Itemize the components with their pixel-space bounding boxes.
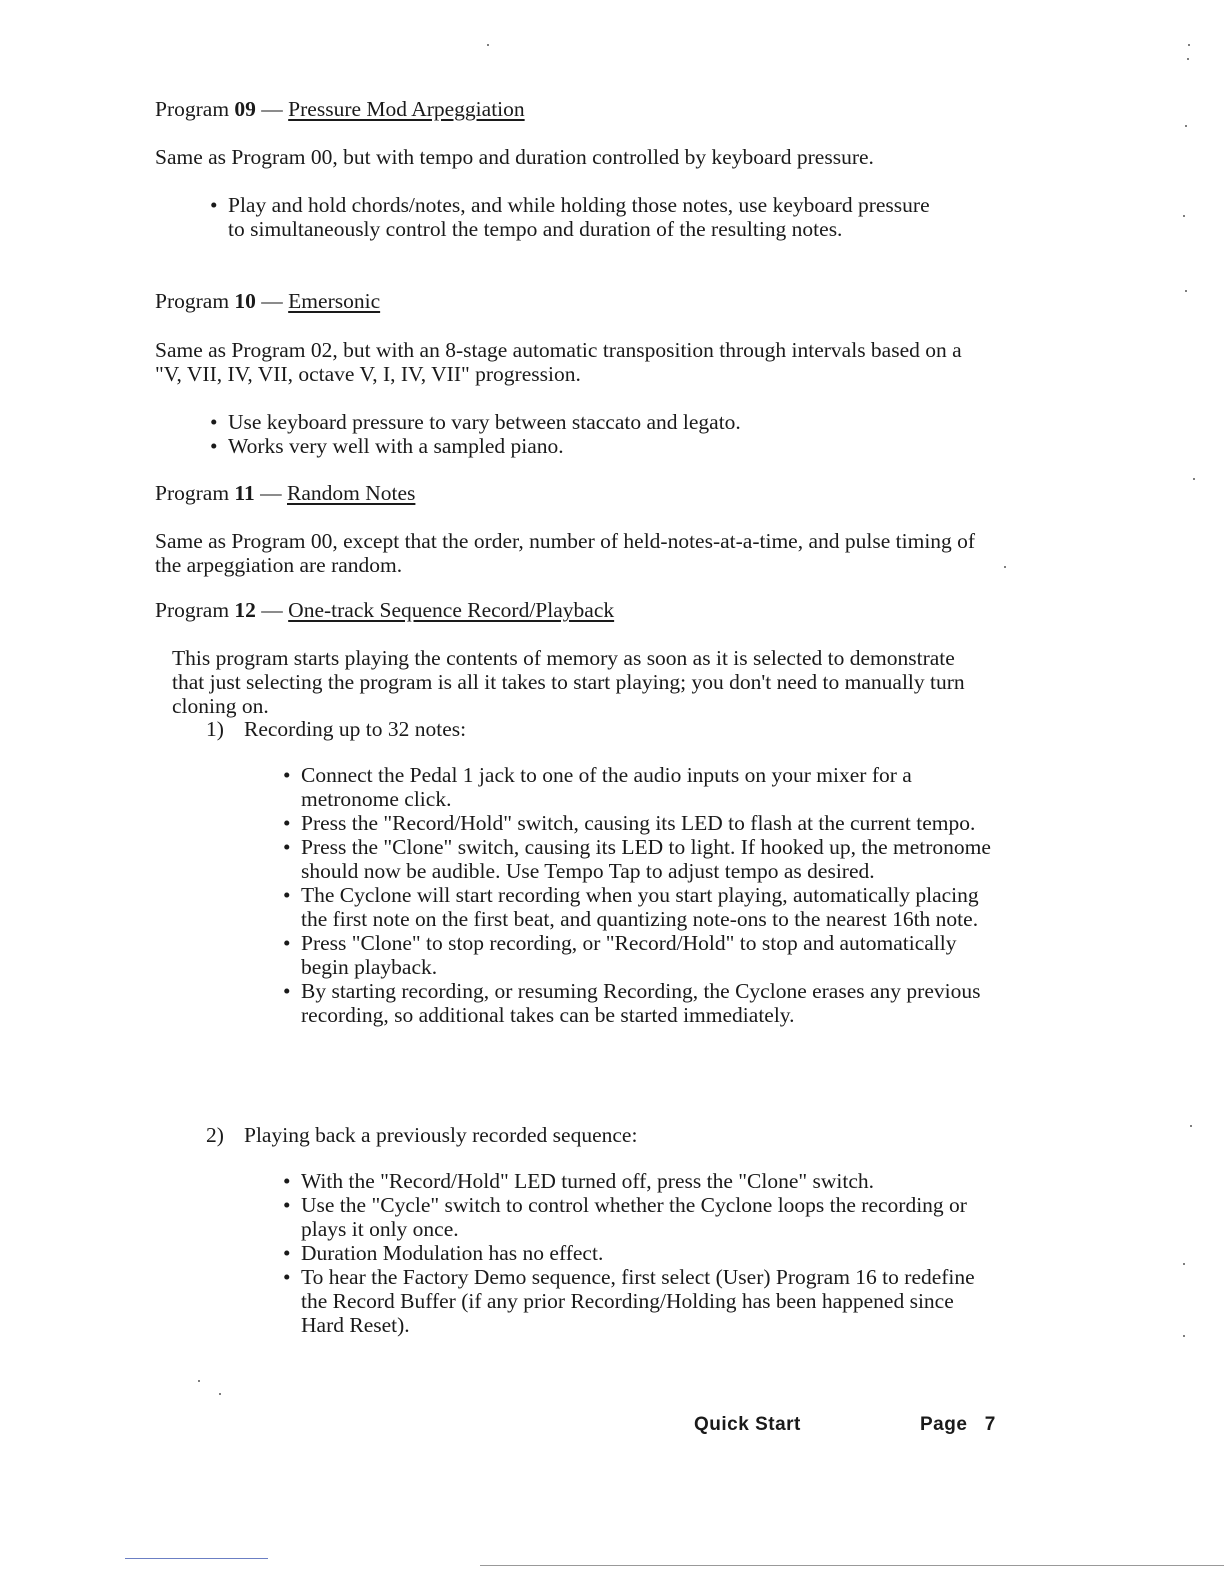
bullet-item: • With the "Record/Hold" LED turned off, press the "Clone" switch. [283, 1169, 983, 1193]
program-title: One-track Sequence Record/Playback [288, 598, 615, 622]
scan-speck [1004, 566, 1006, 568]
program-title: Random Notes [287, 481, 416, 505]
heading-dash: — [261, 289, 283, 313]
step-label: Recording up to 32 notes: [244, 717, 467, 741]
bullet-item: • Press the "Record/Hold" switch, causing its LED to flash at the current tempo. [283, 811, 1008, 835]
program-12-description: This program starts playing the contents of memory as soon as it is selected to demonstrate that just selecting the program is all it takes to start playing; you don't need to manually turn cloning on. [172, 646, 965, 718]
heading-dash: — [260, 481, 282, 505]
scan-speck [1185, 125, 1187, 127]
scan-speck [219, 1393, 221, 1395]
program-11-heading [155, 481, 415, 505]
bullet-item: • By starting recording, or resuming Recording, the Cyclone erases any previous recording, so additional takes can be started immediately. [283, 979, 1008, 1027]
step-number: 1) [206, 717, 224, 741]
heading-prefix: Program [155, 289, 230, 313]
step-playback [206, 1123, 637, 1147]
step-number: 2) [206, 1123, 224, 1147]
scan-speck [1183, 1263, 1185, 1265]
bullet-item: • Duration Modulation has no effect. [283, 1241, 983, 1265]
heading-dash: — [261, 598, 283, 622]
footer-page-number: 7 [984, 1414, 996, 1435]
scan-speck [198, 1380, 200, 1382]
scan-speck [1190, 1125, 1192, 1127]
bullet-item: • Press the "Clone" switch, causing its LED to light. If hooked up, the metronome should now be audible. Use Tempo Tap to adjust tempo as desired. [283, 835, 1008, 883]
footer-page-label: Page [920, 1414, 968, 1435]
bullet-item: • Connect the Pedal 1 jack to one of the audio inputs on your mixer for a metronome click. [283, 763, 1008, 811]
program-number: 12 [234, 598, 256, 622]
heading-prefix: Program [155, 598, 230, 622]
scan-speck [1188, 44, 1190, 46]
program-10-heading [155, 289, 380, 313]
scan-speck [1187, 58, 1189, 60]
program-12-heading [155, 598, 614, 622]
program-number: 09 [234, 97, 256, 121]
scan-speck [1185, 290, 1187, 292]
program-title: Pressure Mod Arpeggiation [288, 97, 525, 121]
program-10-bullets [210, 410, 950, 458]
program-09-heading [155, 97, 525, 121]
bottom-edge-rule [480, 1565, 1224, 1566]
scan-speck [1193, 478, 1195, 480]
playback-bullets [283, 1169, 983, 1337]
bullet-item: • Works very well with a sampled piano. [210, 434, 950, 458]
bullet-item: • The Cyclone will start recording when you start playing, automatically placing the first note on the first beat, and quantizing note-ons to the nearest 16th note. [283, 883, 1008, 931]
program-09-description: Same as Program 00, but with tempo and duration controlled by keyboard pressure. [155, 145, 874, 169]
bullet-item: • Use the "Cycle" switch to control whether the Cyclone loops the recording or plays it only once. [283, 1193, 983, 1241]
program-number: 11 [234, 481, 255, 505]
program-11-description: Same as Program 00, except that the order, number of held-notes-at-a-time, and pulse timing of the arpeggiation are random. [155, 529, 976, 577]
program-number: 10 [234, 289, 256, 313]
footer-section-label: Quick Start [694, 1414, 801, 1435]
scan-speck [1183, 1335, 1185, 1337]
footnote-rule [125, 1558, 268, 1559]
step-label: Playing back a previously recorded sequence: [244, 1123, 638, 1147]
bullet-item: • Use keyboard pressure to vary between staccato and legato. [210, 410, 950, 434]
bullet-item: • Play and hold chords/notes, and while holding those notes, use keyboard pressure to simultaneously control the tempo and duration of the resulting notes. [210, 193, 950, 241]
bullet-item: • Press "Clone" to stop recording, or "Record/Hold" to stop and automatically begin playback. [283, 931, 1008, 979]
scan-speck [487, 44, 489, 46]
program-09-bullets [210, 193, 950, 241]
heading-dash: — [261, 97, 283, 121]
program-title: Emersonic [288, 289, 381, 313]
bullet-item: • To hear the Factory Demo sequence, first select (User) Program 16 to redefine the Record Buffer (if any prior Recording/Holding has been happened since Hard Reset). [283, 1265, 983, 1337]
step-recording [206, 717, 466, 741]
heading-prefix: Program [155, 97, 230, 121]
scan-speck [1183, 215, 1185, 217]
recording-bullets [283, 763, 1008, 1027]
footer-page [920, 1413, 996, 1437]
program-10-description: Same as Program 02, but with an 8-stage automatic transposition through intervals based on a "V, VII, IV, VII, octave V, I, IV, VII" progression. [155, 338, 962, 386]
heading-prefix: Program [155, 481, 230, 505]
